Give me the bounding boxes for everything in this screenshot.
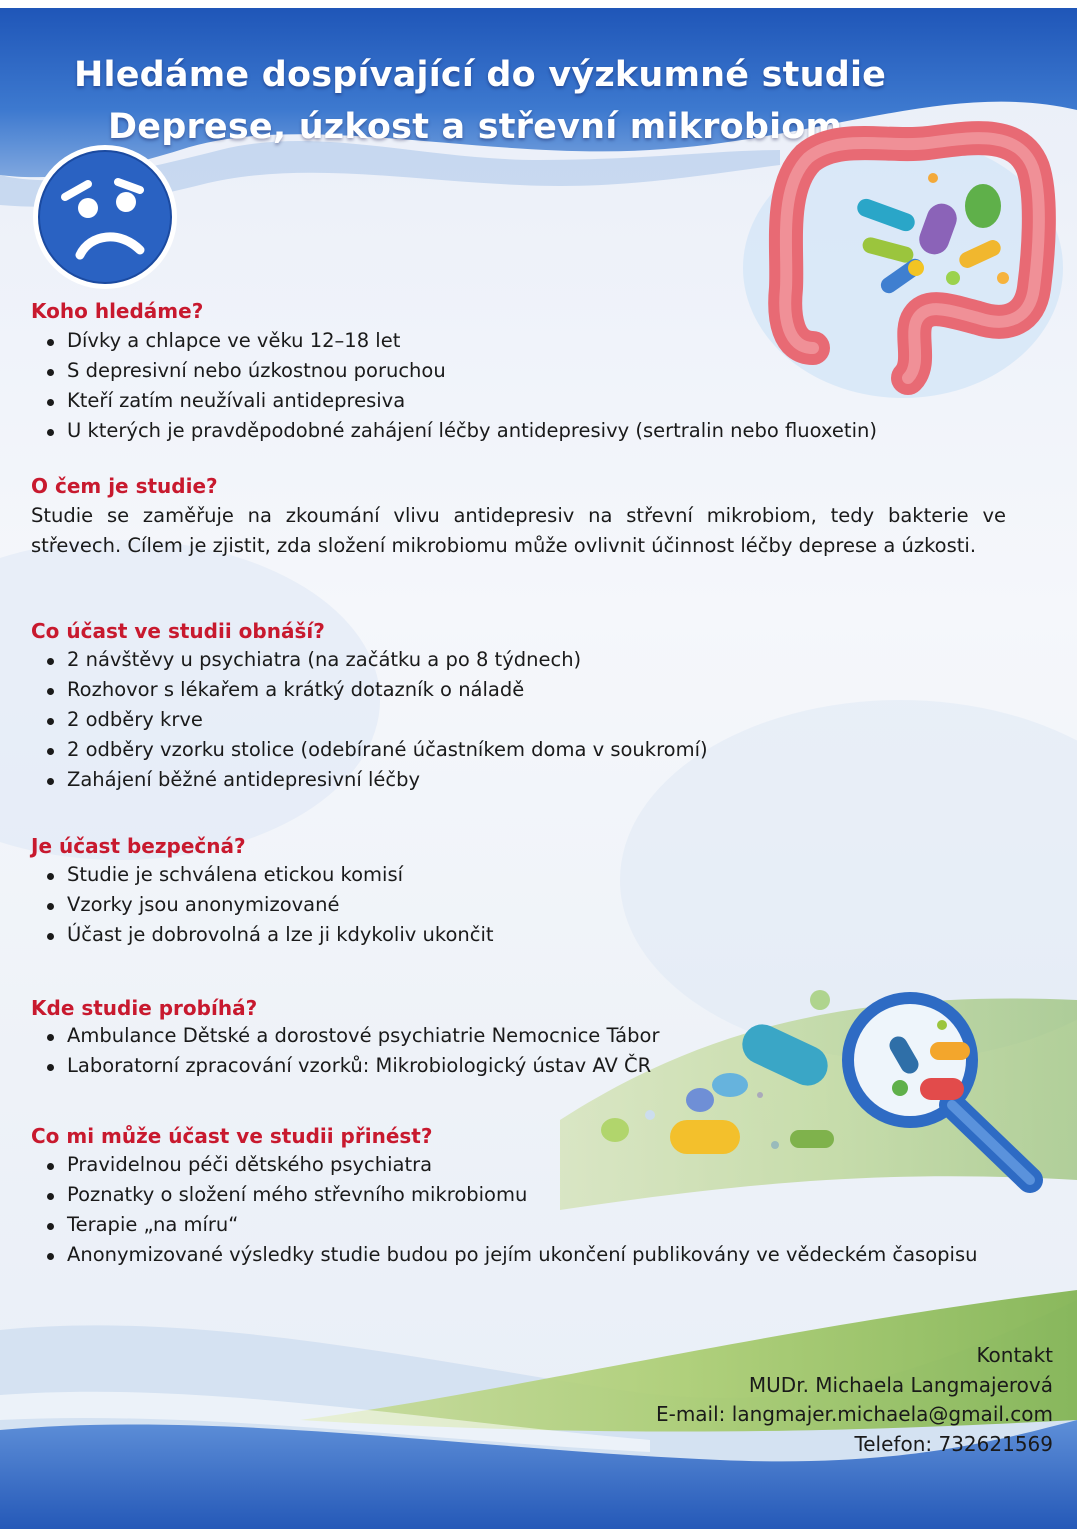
contact-heading: Kontakt	[976, 1343, 1053, 1367]
contact-email[interactable]: E-mail: langmajer.michaela@gmail.com	[655, 1402, 1053, 1426]
section-heading-benefits: Co mi může účast ve studii přinést?	[31, 1124, 433, 1148]
contact-block	[656, 1341, 1053, 1459]
list-item: Účast je dobrovolná a lze ji kdykoliv ukončit	[31, 920, 494, 950]
contact-name: MUDr. Michaela Langmajerová	[748, 1372, 1053, 1397]
list-item: 2 návštěvy u psychiatra (na začátku a po 8 týdnech)	[31, 645, 708, 675]
list-where	[31, 1021, 659, 1081]
section-heading-about: O čem je studie?	[31, 474, 218, 498]
about-paragraph: Studie se zaměřuje na zkoumání vlivu antidepresiv na střevní mikrobiom, tedy bakterie ve střevech. Cílem je zjistit, zda složení mikrobiomu může ovlivnit účinnost léčby deprese a úzkosti.	[31, 504, 1006, 557]
section-heading-participation: Co účast ve studii obnáší?	[31, 619, 325, 643]
section-heading-who: Koho hledáme?	[31, 299, 204, 323]
list-safety	[31, 860, 494, 950]
list-item: 2 odběry krve	[31, 705, 708, 735]
list-participation	[31, 645, 708, 795]
title-line-1: Hledáme dospívající do výzkumné studie	[74, 55, 887, 96]
list-item: Ambulance Dětské a dorostové psychiatrie Nemocnice Tábor	[31, 1021, 659, 1051]
section-heading-safety: Je účast bezpečná?	[31, 834, 246, 858]
list-item: 2 odběry vzorku stolice (odebírané účastníkem doma v soukromí)	[31, 735, 708, 765]
list-item: Vzorky jsou anonymizované	[31, 890, 494, 920]
list-item: Poznatky o složení mého střevního mikrobiomu	[31, 1180, 991, 1210]
list-item: Laboratorní zpracování vzorků: Mikrobiologický ústav AV ČR	[31, 1051, 659, 1081]
list-who	[31, 326, 877, 446]
list-item: Dívky a chlapce ve věku 12–18 let	[31, 326, 877, 356]
sad-face-icon	[30, 142, 180, 292]
list-item: Terapie „na míru“	[31, 1210, 991, 1240]
list-item: Pravidelnou péči dětského psychiatra	[31, 1150, 991, 1180]
list-item: Anonymizované výsledky studie budou po jejím ukončení publikovány ve vědeckém časopisu	[31, 1240, 991, 1270]
list-benefits	[31, 1150, 991, 1270]
list-item: S depresivní nebo úzkostnou poruchou	[31, 356, 877, 386]
title-line-2: Deprese, úzkost a střevní mikrobiom	[108, 107, 843, 148]
list-item: Rozhovor s lékařem a krátký dotazník o náladě	[31, 675, 708, 705]
list-item: Zahájení běžné antidepresivní léčby	[31, 765, 708, 795]
contact-phone[interactable]: Telefon: 732621569	[854, 1431, 1053, 1456]
section-heading-where: Kde studie probíhá?	[31, 996, 258, 1020]
list-item: Studie je schválena etickou komisí	[31, 860, 494, 890]
list-item: U kterých je pravděpodobné zahájení léčby antidepresivy (sertralin nebo fluoxetin)	[31, 416, 877, 446]
list-item: Kteří zatím neužívali antidepresiva	[31, 386, 877, 416]
